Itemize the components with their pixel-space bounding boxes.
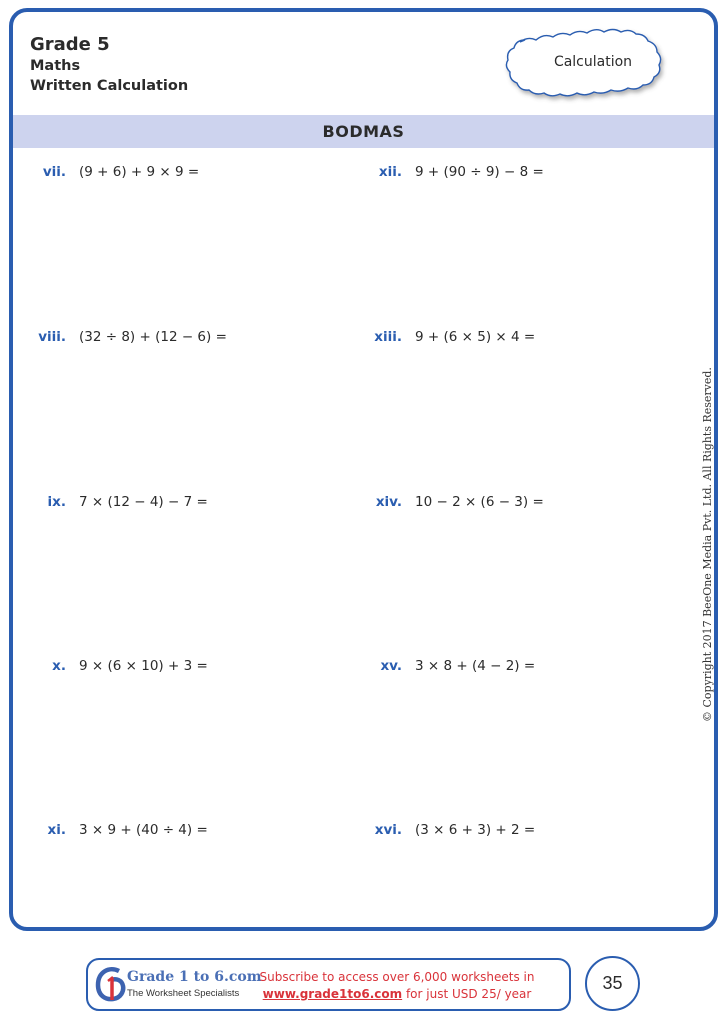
promo-price-text: for just USD 25/ year (402, 987, 532, 1001)
question-number: viii. (38, 329, 66, 345)
question-item (30, 329, 227, 345)
question-item (30, 658, 208, 674)
question-item (30, 494, 208, 510)
section-title: BODMAS (322, 122, 405, 141)
question-number: xvi. (374, 822, 402, 838)
subject-label: Maths (30, 58, 81, 74)
question-number: x. (52, 658, 66, 674)
question-expression: 3 × 9 + (40 ÷ 4) = (79, 822, 208, 838)
question-expression: 10 − 2 × (6 − 3) = (415, 494, 544, 510)
website-link[interactable]: www.grade1to6.com (262, 987, 403, 1001)
question-number: vii. (42, 164, 66, 180)
question-item (362, 822, 535, 838)
grade1to6-logo-icon (95, 966, 127, 1002)
cloud-badge-label: Calculation (553, 54, 633, 70)
question-number: xi. (47, 822, 66, 838)
promo-line-1: Subscribe to access over 6,000 worksheets in (259, 970, 535, 984)
question-item (362, 658, 535, 674)
question-number: xiii. (374, 329, 402, 345)
page-number: 35 (585, 956, 640, 1011)
question-item (362, 164, 544, 180)
question-expression: 7 × (12 − 4) − 7 = (79, 494, 208, 510)
question-expression: (3 × 6 + 3) + 2 = (415, 822, 536, 838)
copyright-notice: © Copyright 2017 BeeOne Media Pvt. Ltd. All Rights Reserved. (701, 367, 714, 722)
question-number: xv. (380, 658, 402, 674)
topic-label: Written Calculation (30, 78, 189, 94)
question-number: xii. (378, 164, 402, 180)
question-expression: (9 + 6) + 9 × 9 = (79, 164, 200, 180)
question-expression: 9 + (6 × 5) × 4 = (415, 329, 536, 345)
logo-title: Grade 1 to 6.com (127, 969, 262, 985)
question-expression: 3 × 8 + (4 − 2) = (415, 658, 536, 674)
question-item (30, 822, 208, 838)
question-item (362, 329, 535, 345)
question-expression: 9 × (6 × 10) + 3 = (79, 658, 208, 674)
question-number: xiv. (375, 494, 402, 510)
promo-line-2 (252, 987, 542, 1001)
question-item (362, 494, 544, 510)
question-number: ix. (47, 494, 66, 510)
question-item (30, 164, 199, 180)
logo-tagline: The Worksheet Specialists (127, 988, 240, 999)
grade-label: Grade 5 (30, 34, 110, 55)
question-expression: 9 + (90 ÷ 9) − 8 = (415, 164, 544, 180)
worksheet-header (30, 34, 188, 96)
question-expression: (32 ÷ 8) + (12 − 6) = (79, 329, 227, 345)
